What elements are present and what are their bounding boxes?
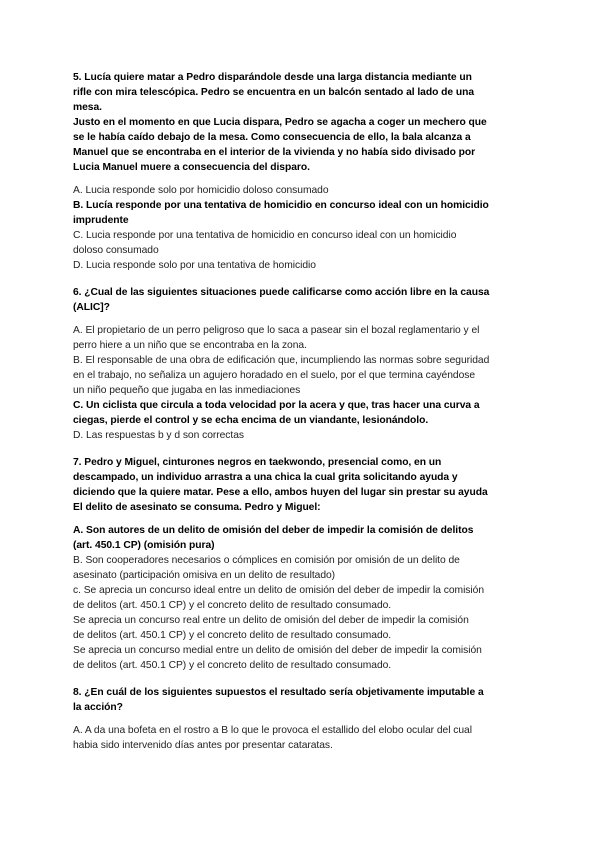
- answer-option-c: C. Un ciclista que circula a toda velocidad por la acera y que, tras hacer una curva a: [73, 400, 480, 411]
- question-stem-line: El delito de asesinato se consuma. Pedro y Miguel:: [73, 502, 321, 513]
- answer-option-a-cont: habia sido intervenido días antes por presentar cataratas.: [73, 740, 333, 751]
- answer-option-c: C. Lucia responde por una tentativa de homicidio en concurso ideal con un homicidio: [73, 230, 457, 241]
- question-6: [73, 285, 535, 443]
- answer-option-d: D. Las respuestas b y d son correctas: [73, 430, 244, 441]
- document-page: [73, 70, 535, 753]
- answer-option-d: Se aprecia un concurso real entre un delito de omisión del deber de impedir la comisión: [73, 615, 469, 626]
- answer-option-b: B. El responsable de una obra de edificación que, incumpliendo las normas sobre seguridad: [73, 355, 490, 366]
- answer-option-e: Se aprecia un concurso medial entre un delito de omisión del deber de impedir la comisión: [73, 645, 482, 656]
- question-stem-line: rifle con mira telescópica. Pedro se encuentra en un balcón sentado al lado de una: [73, 87, 475, 98]
- answer-option-a: A. Son autores de un delito de omisión del deber de impedir la comisión de delitos: [73, 525, 474, 536]
- question-stem-line: 7. Pedro y Miguel, cinturones negros en taekwondo, presencial como, en un: [73, 457, 442, 468]
- question-stem-line: Lucia Manuel muere a consecuencia del disparo.: [73, 162, 310, 173]
- answer-option-c: c. Se aprecia un concurso ideal entre un delito de omisión del deber de impedir la comisión: [73, 585, 484, 596]
- answer-option-b-cont: un niño pequeño que jugaba en las inmediaciones: [73, 385, 301, 396]
- question-stem-line: mesa.: [73, 102, 102, 113]
- question-stem-line: diciendo que la quiere matar. Pese a ello, ambos huyen del lugar sin prestar su ayuda: [73, 487, 488, 498]
- answer-option-a: A. Lucia responde solo por homicidio doloso consumado: [73, 185, 329, 196]
- answer-option-c-cont: doloso consumado: [73, 245, 159, 256]
- question-stem-line: 8. ¿En cuál de los siguientes supuestos el resultado sería objetivamente imputable a: [73, 687, 484, 698]
- question-stem-line: (ALIC]?: [73, 302, 110, 313]
- question-stem-line: Justo en el momento en que Lucia dispara, Pedro se agacha a coger un mechero que: [73, 117, 487, 128]
- answer-option-b: B. Son cooperadores necesarios o cómplices en comisión por omisión de un delito de: [73, 555, 460, 566]
- answer-option-b-cont: imprudente: [73, 215, 129, 226]
- question-stem-line: descampado, un individuo arrastra a una chica la cual grita solicitando ayuda y: [73, 472, 458, 483]
- answer-option-c-cont: ciegas, pierde el control y se echa encima de un viandante, lesionándolo.: [73, 415, 429, 426]
- question-7: [73, 455, 535, 673]
- answer-option-b-cont: asesinato (participación omisiva en un delito de resultado): [73, 570, 336, 581]
- question-stem-line: la acción?: [73, 702, 123, 713]
- question-5: [73, 70, 535, 273]
- answer-option-e-cont: de delitos (art. 450.1 CP) y el concreto delito de resultado consumado.: [73, 660, 392, 671]
- answer-option-d-cont: de delitos (art. 450.1 CP) y el concreto delito de resultado consumado.: [73, 630, 392, 641]
- answer-option-b: B. Lucía responde por una tentativa de homicidio en concurso ideal con un homicidio: [73, 200, 489, 211]
- answer-option-a: A. A da una bofeta en el rostro a B lo que le provoca el estallido del elobo ocular del cual: [73, 725, 472, 736]
- question-stem-line: 5. Lucía quiere matar a Pedro disparándole desde una larga distancia mediante un: [73, 72, 472, 83]
- question-stem-line: Manuel que se encontraba en el interior de la vivienda y no había sido divisado por: [73, 147, 476, 158]
- answer-option-c-cont: de delitos (art. 450.1 CP) y el concreto delito de resultado consumado.: [73, 600, 392, 611]
- answer-option-a: A. El propietario de un perro peligroso que lo saca a pasear sin el bozal reglamentario y el: [73, 325, 480, 336]
- answer-option-a-cont: perro hiere a un niño que se encontraba en la zona.: [73, 340, 307, 351]
- answer-option-b-cont: en el trabajo, no señaliza un agujero horadado en el suelo, por el que termina cayéndose: [73, 370, 476, 381]
- question-8: [73, 685, 535, 753]
- answer-option-d: D. Lucia responde solo por una tentativa de homicidio: [73, 260, 316, 271]
- question-stem-line: se le había caído debajo de la mesa. Como consecuencia de ello, la bala alcanza a: [73, 132, 471, 143]
- answer-option-a-cont: (art. 450.1 CP) (omisión pura): [73, 540, 215, 551]
- question-stem-line: 6. ¿Cual de las siguientes situaciones puede calificarse como acción libre en la causa: [73, 287, 490, 298]
